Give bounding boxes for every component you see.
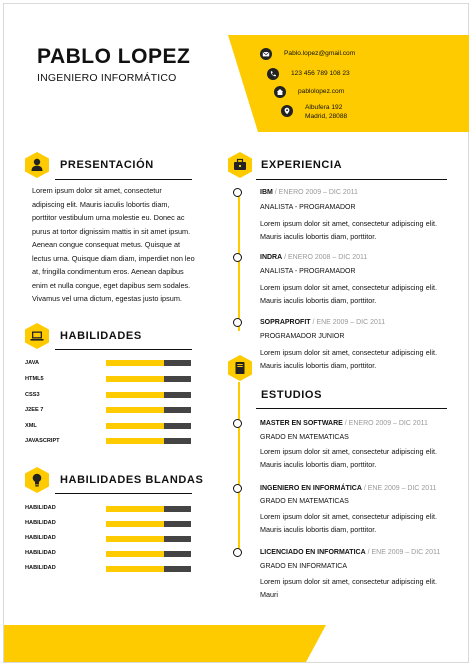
envelope-icon bbox=[260, 48, 272, 60]
job-date: / ENERO 2009 – DIC 2011 bbox=[272, 189, 358, 196]
study-date: / ENE 2009 – DIC 2011 bbox=[365, 549, 441, 556]
soft-skill-label: HABILIDAD bbox=[25, 505, 56, 511]
job-role: PROGRAMADOR JUNIOR bbox=[260, 333, 345, 340]
contact-address-line2: Madrid, 28088 bbox=[305, 113, 348, 120]
studies-timeline bbox=[238, 382, 240, 554]
skills-title: HABILIDADES bbox=[60, 330, 142, 342]
study-description: Lorem ipsum dolor sit amet, consectetur adipiscing elit. Mauris iaculis lobortis diam, porttitor. bbox=[260, 512, 437, 535]
study-degree: GRADO EN INFORMATICA bbox=[260, 563, 347, 570]
study-school: LICENCIADO EN INFORMATICA bbox=[260, 549, 366, 556]
presentation-text bbox=[32, 184, 195, 306]
soft-skill-bar bbox=[106, 506, 191, 512]
experience-title: EXPERIENCIA bbox=[261, 159, 343, 171]
soft-skill-label: HABILIDAD bbox=[25, 565, 56, 571]
job-date: / ENERO 2008 – DIC 2011 bbox=[282, 254, 368, 261]
candidate-name: PABLO LOPEZ bbox=[37, 45, 191, 68]
job-company: INDRA bbox=[260, 254, 283, 261]
job-header bbox=[260, 254, 367, 261]
skill-bar bbox=[106, 376, 191, 382]
soft-skill-bar-fill bbox=[106, 506, 164, 512]
job-company: IBM bbox=[260, 189, 273, 196]
presentation-line: Aenean congue consequat metus. Quisque at bbox=[32, 240, 181, 249]
skill-bar bbox=[106, 407, 191, 413]
contact-address-line1: Albufera 192 bbox=[305, 104, 343, 111]
skill-label: J2EE 7 bbox=[25, 407, 44, 413]
timeline-node bbox=[233, 484, 242, 493]
contact-panel bbox=[228, 35, 469, 132]
soft-skill-bar bbox=[106, 551, 191, 557]
soft-skill-bar-fill bbox=[106, 536, 164, 542]
skill-bar-fill bbox=[106, 392, 164, 398]
soft-skills-title: HABILIDADES BLANDAS bbox=[60, 474, 204, 486]
presentation-line: at, fringilla condimentum eros. Aenean dapibus bbox=[32, 267, 184, 276]
skill-bar bbox=[106, 392, 191, 398]
study-school: INGENIERO EN INFORMÁTICA bbox=[260, 485, 362, 492]
timeline-node bbox=[233, 253, 242, 262]
job-role: ANALISTA - PROGRAMADOR bbox=[260, 204, 356, 211]
soft-skill-bar bbox=[106, 566, 191, 572]
presentation-line: enim et nulla congue, eget dapibus sem sodales. bbox=[32, 280, 191, 290]
experience-divider bbox=[256, 179, 447, 180]
skill-bar-fill bbox=[106, 407, 164, 413]
skill-bar bbox=[106, 423, 191, 429]
book-icon bbox=[228, 355, 252, 381]
presentation-line: purus at tortor dignissim mattis in sit amet ipsum. bbox=[32, 226, 191, 236]
skill-label: HTML5 bbox=[25, 376, 44, 382]
study-header bbox=[260, 485, 436, 492]
skill-bar bbox=[106, 438, 191, 444]
job-header bbox=[260, 189, 358, 196]
studies-divider bbox=[256, 408, 447, 409]
timeline-node bbox=[233, 318, 242, 327]
timeline-node bbox=[233, 419, 242, 428]
skill-label: XML bbox=[25, 423, 37, 429]
presentation-line: lectus urna. Quisque diam diam, imperdiet non leo bbox=[32, 253, 195, 263]
job-date: / ENE 2009 – DIC 2011 bbox=[310, 319, 386, 326]
skill-bar bbox=[106, 360, 191, 366]
home-icon bbox=[274, 86, 286, 98]
timeline-node bbox=[233, 188, 242, 197]
presentation-line: porttitor vestibulum urna molestie eu. Donec ac bbox=[32, 213, 185, 222]
skill-bar-fill bbox=[106, 360, 164, 366]
job-header bbox=[260, 319, 385, 326]
briefcase-icon bbox=[228, 152, 252, 178]
presentation-divider bbox=[55, 179, 192, 180]
phone-icon bbox=[267, 68, 279, 80]
skill-label: JAVASCRIPT bbox=[25, 438, 60, 444]
job-role: ANALISTA - PROGRAMADOR bbox=[260, 268, 356, 275]
skill-bar-fill bbox=[106, 376, 164, 382]
study-description: Lorem ipsum dolor sit amet, consectetur adipiscing elit. Mauris iaculis lobortis diam, porttitor. bbox=[260, 447, 437, 470]
study-degree: GRADO EN MATEMATICAS bbox=[260, 498, 349, 505]
job-description: Lorem ipsum dolor sit amet, consectetur adipiscing elit. Mauris iaculis lobortis diam, porttitor. bbox=[260, 219, 437, 242]
skills-divider bbox=[55, 349, 192, 350]
presentation-line: Lorem ipsum dolor sit amet, consectetur bbox=[32, 186, 162, 195]
location-pin-icon bbox=[281, 105, 293, 117]
study-header bbox=[260, 549, 440, 556]
presentation-line: Vivamus vel urna dictum, egestas justo ipsum. bbox=[32, 294, 182, 303]
timeline-node bbox=[233, 548, 242, 557]
soft-skills-divider bbox=[55, 493, 192, 494]
study-degree: GRADO EN MATEMATICAS bbox=[260, 434, 349, 441]
soft-skill-bar-fill bbox=[106, 551, 164, 557]
laptop-icon bbox=[25, 323, 49, 349]
soft-skill-label: HABILIDAD bbox=[25, 535, 56, 541]
contact-website[interactable]: pablolopez.com bbox=[298, 88, 345, 95]
study-school: MASTER EN SOFTWARE bbox=[260, 420, 343, 427]
job-description: Lorem ipsum dolor sit amet, consectetur adipiscing elit. Mauris iaculis lobortis diam, porttitor. bbox=[260, 283, 437, 306]
soft-skill-bar-fill bbox=[106, 566, 164, 572]
study-header bbox=[260, 420, 428, 427]
study-date: / ENERO 2009 – DIC 2011 bbox=[342, 420, 428, 427]
candidate-title: INGENIERO INFORMÁTICO bbox=[37, 72, 177, 84]
skill-bar-fill bbox=[106, 438, 164, 444]
soft-skill-bar bbox=[106, 521, 191, 527]
presentation-title: PRESENTACIÓN bbox=[60, 159, 154, 171]
study-description: Lorem ipsum dolor sit amet, consectetur adipiscing elit. Mauri bbox=[260, 577, 437, 600]
soft-skill-label: HABILIDAD bbox=[25, 550, 56, 556]
person-icon bbox=[25, 152, 49, 178]
skill-bar-fill bbox=[106, 423, 164, 429]
contact-phone: 123 456 789 108 23 bbox=[291, 70, 350, 77]
skill-label: CSS3 bbox=[25, 392, 40, 398]
studies-title: ESTUDIOS bbox=[261, 389, 323, 401]
presentation-line: adipiscing elit. Mauris iaculis lobortis diam, bbox=[32, 199, 170, 209]
study-date: / ENE 2009 – DIC 2011 bbox=[361, 485, 437, 492]
soft-skill-label: HABILIDAD bbox=[25, 520, 56, 526]
skill-label: JAVA bbox=[25, 360, 40, 366]
lightbulb-icon bbox=[25, 467, 49, 493]
contact-email[interactable]: Pablo.lopez@gmail.com bbox=[284, 50, 356, 57]
soft-skill-bar-fill bbox=[106, 521, 164, 527]
job-description: Lorem ipsum dolor sit amet, consectetur adipiscing elit. Mauris iaculis lobortis diam, porttitor. bbox=[260, 348, 437, 371]
footer-band bbox=[4, 625, 326, 662]
soft-skill-bar bbox=[106, 536, 191, 542]
job-company: SOPRAPROFIT bbox=[260, 319, 311, 326]
